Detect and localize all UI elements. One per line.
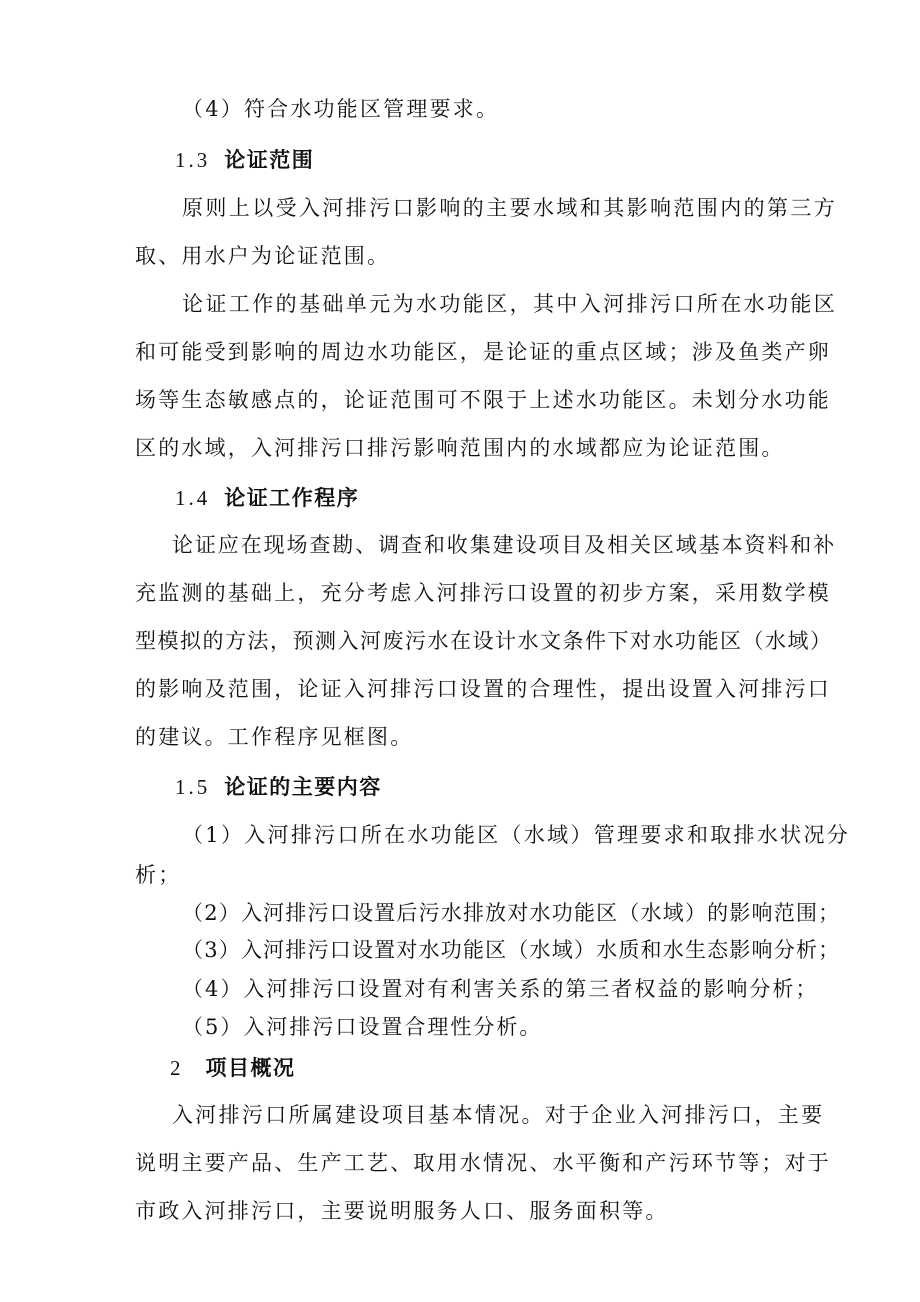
paragraph-line: 的影响及范围，论证入河排污口设置的合理性，提出设置入河排污口: [135, 677, 831, 701]
section-number: 1.4: [175, 486, 211, 510]
section-number: 2: [170, 1056, 184, 1080]
list-item-continuation: 析；: [135, 863, 182, 887]
section-heading-1-3: [175, 145, 314, 175]
paragraph-line: 区的水域，入河排污口排污影响范围内的水域都应为论证范围。: [135, 436, 785, 460]
section-heading-1-4: [175, 483, 359, 513]
paragraph-line: 的建议。工作程序见框图。: [135, 725, 414, 749]
section-title: 论证的主要内容: [224, 775, 382, 799]
paragraph-line: 取、用水户为论证范围。: [135, 244, 391, 268]
paragraph-line: 充监测的基础上，充分考虑入河排污口设置的初步方案，采用数学模: [135, 581, 831, 605]
section-heading-1-5: [175, 772, 382, 802]
list-item: （5）入河排污口设置合理性分析。: [182, 1015, 543, 1039]
paragraph-line: 型模拟的方法，预测入河废污水在设计水文条件下对水功能区（水域）: [135, 629, 833, 653]
paragraph-line: 论证应在现场查勘、调查和收集建设项目及相关区域基本资料和补: [172, 533, 837, 557]
section-heading-2: [170, 1053, 296, 1083]
list-item-conform-zone-management: （4）符合水功能区管理要求。: [182, 97, 500, 121]
paragraph-line: 入河排污口所属建设项目基本情况。对于企业入河排污口，主要: [172, 1103, 825, 1127]
paragraph-line: 原则上以受入河排污口影响的主要水域和其影响范围内的第三方: [182, 196, 838, 220]
list-item: （2）入河排污口设置后污水排放对水功能区（水域）的影响范围；: [182, 901, 841, 925]
paragraph-line: 场等生态敏感点的，论证范围可不限于上述水功能区。未划分水功能: [135, 388, 831, 412]
section-title: 项目概况: [205, 1056, 296, 1080]
paragraph-line: 和可能受到影响的周边水功能区，是论证的重点区域；涉及鱼类产卵: [135, 340, 831, 364]
list-item: （1）入河排污口所在水功能区（水域）管理要求和取排水状况分: [182, 823, 851, 847]
section-number: 1.5: [175, 775, 211, 799]
list-item: （4）入河排污口设置对有利害关系的第三者权益的影响分析；: [182, 977, 819, 1001]
section-title: 论证范围: [224, 148, 315, 172]
section-title: 论证工作程序: [224, 486, 360, 510]
section-number: 1.3: [175, 148, 211, 172]
paragraph-line: 市政入河排污口，主要说明服务人口、服务面积等。: [135, 1199, 669, 1223]
list-item: （3）入河排污口设置对水功能区（水域）水质和水生态影响分析；: [182, 938, 841, 962]
paragraph-line: 说明主要产品、生产工艺、取用水情况、水平衡和产污环节等；对于: [135, 1151, 831, 1175]
paragraph-line: 论证工作的基础单元为水功能区，其中入河排污口所在水功能区: [182, 292, 838, 316]
